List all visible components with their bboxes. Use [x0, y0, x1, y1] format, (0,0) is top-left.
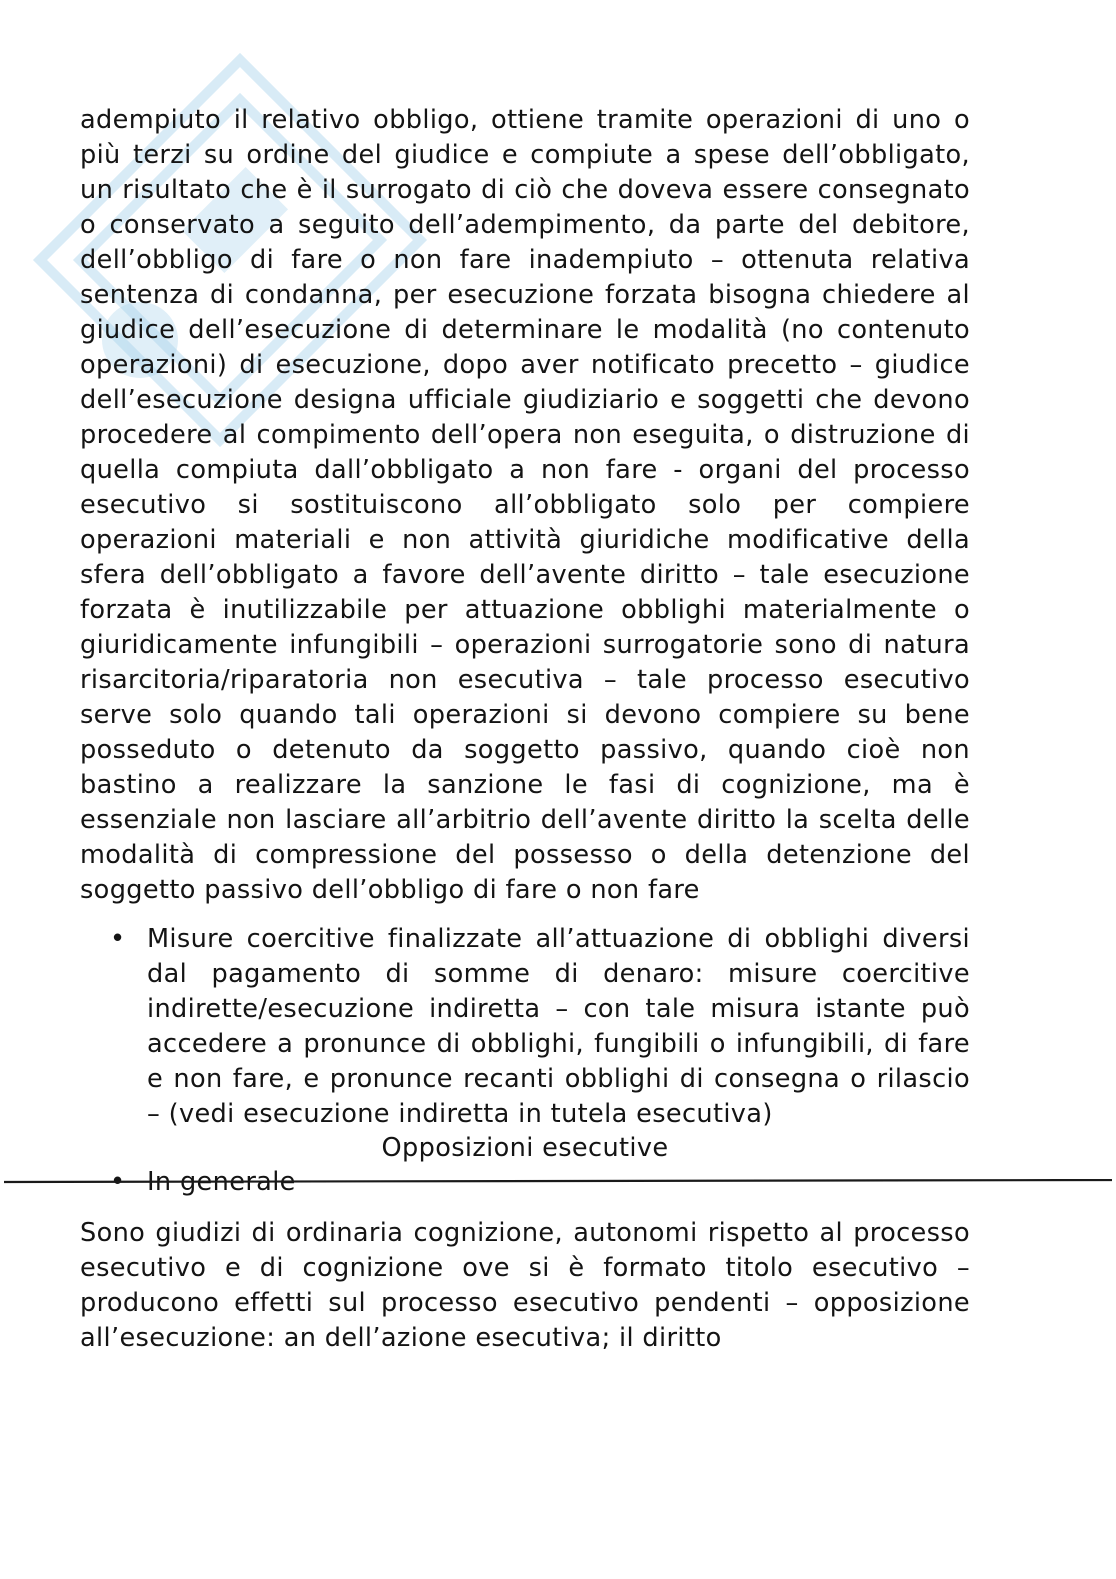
- body-paragraph-2: Sono giudizi di ordinaria cognizione, autonomi rispetto al processo esecutivo e di cognizione ove si è formato titolo esecutivo – producono effetti sul processo esecutivo pendenti – opposizione all’esecuzione: an dell’azione esecutiva; il diritto: [80, 1218, 970, 1353]
- bullet-item-coercive-measures: [80, 922, 970, 1132]
- bullet-text: Misure coercitive finalizzate all’attuazione di obblighi diversi dal pagamento di somme di denaro: misure coercitive indirette/esecuzione indiretta – con tale misura istante può accedere a pronunce di obblighi, fungibili o infungibili, di fare e non fare, e pronunce recanti obblighi di consegna o rilascio – (vedi esecuzione indiretta in tutela esecutiva): [147, 924, 970, 1129]
- bullet-item-general: [80, 1165, 970, 1200]
- bullet-icon: •: [110, 924, 126, 954]
- document-page: [80, 103, 970, 1356]
- body-paragraph-1: adempiuto il relativo obbligo, ottiene tramite operazioni di uno o più terzi su ordine del giudice e compiute a spese dell’obbligato, un risultato che è il surrogato di ciò che doveva essere consegnato o conservato a seguito dell’adempimento, da parte del debitore, dell’obbligo di fare o non fare inadempiuto – ottenuta relativa sentenza di condanna, per esecuzione forzata bisogna chiedere al giudice dell’esecuzione di determinare le modalità (no contenuto operazioni) di esecuzione, dopo aver notificato precetto – giudice dell’esecuzione designa ufficiale giudiziario e soggetti che devono procedere al compimento dell’opera non eseguita, o distruzione di quella compiuta dall’obbligato a non fare - organi del processo esecutivo si sostituiscono all’obbligato solo per compiere operazioni materiali e non attività giuridiche modificative della sfera dell’obbligato a favore dell’avente diritto – tale esecuzione forzata è inutilizzabile per attuazione obblighi materialmente o giuridicamente infungibili – operazioni surrogatorie sono di natura risarcitoria/riparatoria non esecutiva – tale processo esecutivo serve solo quando tali operazioni si devono compiere su bene posseduto o detenuto da soggetto passivo, quando cioè non bastino a realizzare la sanzione le fasi di cognizione, ma è essenziale non lasciare all’arbitrio dell’avente diritto la scelta delle modalità di compressione del possesso o della detenzione del soggetto passivo dell’obbligo di fare o non fare: [80, 105, 970, 905]
- bullet-text: In generale: [147, 1167, 296, 1197]
- section-heading: Opposizioni esecutive: [381, 1133, 669, 1163]
- bullet-icon: •: [110, 1167, 126, 1197]
- bullet-list-1: [80, 922, 970, 1132]
- bullet-list-2: [80, 1165, 970, 1200]
